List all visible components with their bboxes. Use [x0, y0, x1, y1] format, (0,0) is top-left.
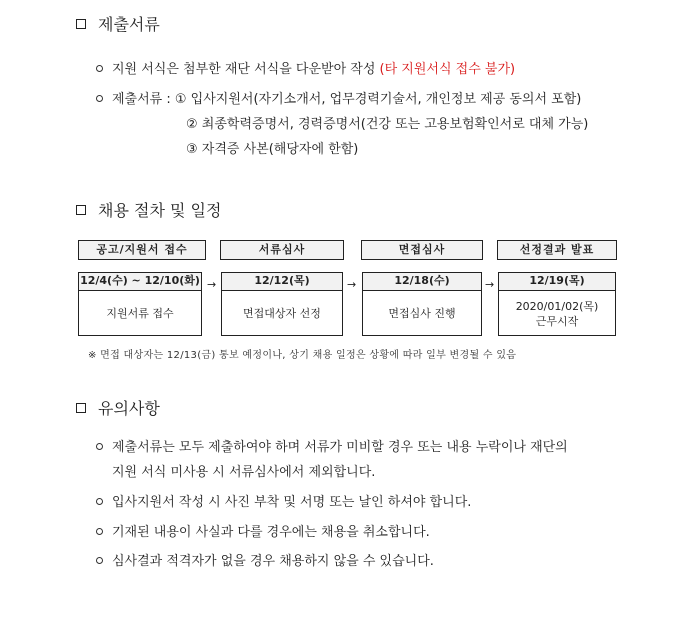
notes-item-text: 제출서류는 모두 제출하여야 하며 서류가 미비할 경우 또는 내용 누락이나 재단의	[112, 440, 568, 455]
step-desc: 지원서류 접수	[106, 307, 174, 320]
section-title-documents	[76, 12, 160, 35]
schedule-note: ※ 면접 대상자는 12/13(금) 통보 예정이나, 상기 채용 일정은 상황에 따라 일부 변경될 수 있음	[88, 350, 517, 361]
documents-item-3: ③ 자격증 사본(해당자에 한함)	[186, 142, 359, 157]
circle-bullet-icon	[96, 528, 103, 535]
checkbox-square-icon	[76, 403, 86, 413]
section-title-schedule	[76, 198, 221, 221]
section-title-text: 유의사항	[98, 399, 160, 418]
notes-item-3	[96, 521, 430, 540]
section-title-text: 채용 절차 및 일정	[98, 201, 222, 220]
checkbox-square-icon	[76, 19, 86, 29]
step-head-4: 선정결과 발표	[497, 240, 617, 260]
notes-item-text: 기재된 내용이 사실과 다를 경우에는 채용을 취소합니다.	[112, 525, 430, 540]
notes-item-2	[96, 491, 471, 510]
arrow-icon: →	[347, 278, 357, 291]
documents-bullet-2	[96, 88, 581, 107]
bullet-red-text: (타 지원서식 접수 불가)	[379, 62, 516, 77]
step-head-3: 면접심사	[361, 240, 483, 260]
step-box-2	[221, 272, 343, 336]
notes-item-text: 심사결과 적격자가 없을 경우 채용하지 않을 수 있습니다.	[112, 554, 434, 569]
documents-bullet-1	[96, 58, 515, 77]
circle-bullet-icon	[96, 498, 103, 505]
bullet-text: 지원 서식은 첨부한 재단 서식을 다운받아 작성	[112, 62, 380, 77]
step-desc: 2020/01/02(목)	[515, 299, 599, 313]
step-desc: 면접대상자 선정	[243, 307, 321, 320]
circle-bullet-icon	[96, 443, 103, 450]
arrow-icon: →	[485, 278, 495, 291]
step-date: 12/12(목)	[222, 273, 342, 291]
step-date: 12/4(수) ~ 12/10(화)	[79, 273, 201, 291]
circle-bullet-icon	[96, 557, 103, 564]
section-title-text: 제출서류	[98, 15, 160, 34]
notes-item-1	[96, 436, 568, 455]
checkbox-square-icon	[76, 205, 86, 215]
step-box-3	[362, 272, 482, 336]
step-head-1: 공고/지원서 접수	[78, 240, 206, 260]
notes-item-1-cont: 지원 서식 미사용 시 서류심사에서 제외합니다.	[112, 465, 376, 480]
step-desc: 면접심사 진행	[388, 307, 456, 320]
arrow-icon: →	[207, 278, 217, 291]
step-box-4	[498, 272, 616, 336]
step-date: 12/18(수)	[363, 273, 481, 291]
circle-bullet-icon	[96, 65, 103, 72]
step-head-2: 서류심사	[220, 240, 344, 260]
step-box-1	[78, 272, 202, 336]
documents-item-1: ① 입사지원서(자기소개서, 업무경력기술서, 개인정보 제공 동의서 포함)	[174, 92, 582, 107]
notes-item-4	[96, 550, 434, 569]
bullet-label: 제출서류 :	[112, 92, 175, 107]
step-date: 12/19(목)	[499, 273, 615, 291]
documents-item-2: ② 최종학력증명서, 경력증명서(건강 또는 고용보험확인서로 대체 가능)	[186, 117, 589, 132]
notes-item-text: 입사지원서 작성 시 사진 부착 및 서명 또는 날인 하셔야 합니다.	[112, 495, 472, 510]
section-title-notes	[76, 396, 160, 419]
step-desc-2: 근무시작	[535, 314, 579, 328]
circle-bullet-icon	[96, 95, 103, 102]
